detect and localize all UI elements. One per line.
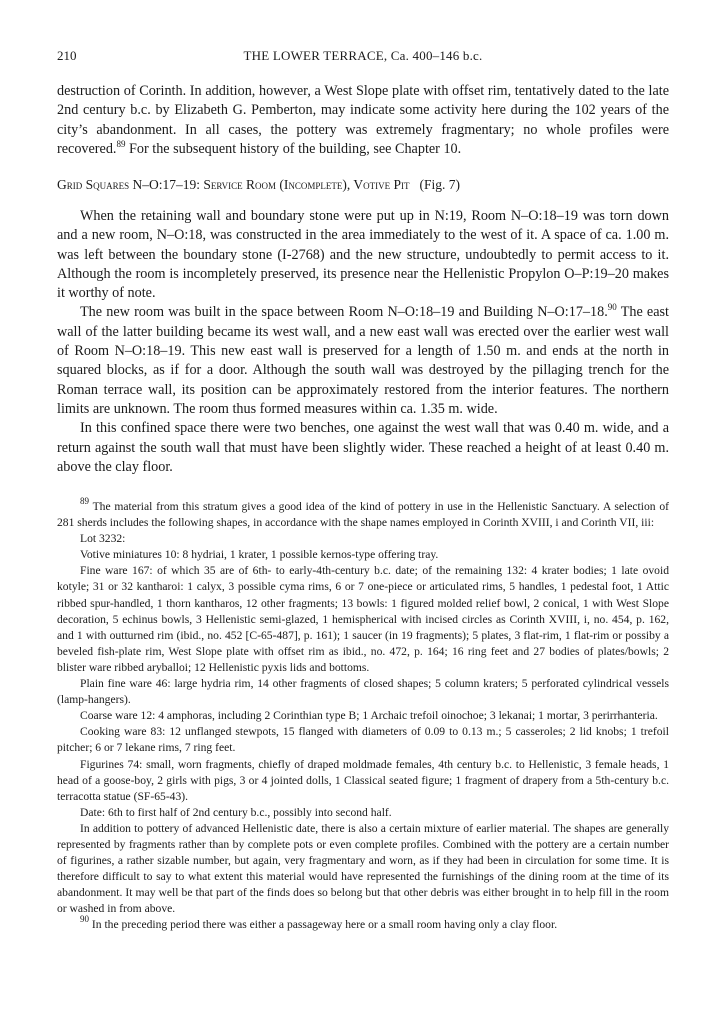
intro-paragraph-text: destruction of Corinth. In addition, however, a West Slope plate with offset rim, tentatively dated to the late 2nd century b.c. by Elizabeth G. Pemberton, may indicate some activity here during the 102 years of the city’s abandonment. In all cases, the pottery was extremely fragmentary; no whole profiles were recovered. bbox=[57, 83, 669, 157]
footnote-item-fine-ware: Fine ware 167: of which 35 are of 6th- to early-4th-century b.c. date; of the remaining 132: 4 krater bodies; 1 late ovoid kotyle; 31 or 32 kantharoi: 1 calyx, 3 possible cyma rims, 6 or 7 one-piece or articulated rims, 5 handles, 1 pedestal foot, 1 Attic ribbed spur-handled, 1 thorn kantharos, 12 other fragments; 13 bowls: 1 figured molded relief bowl, 2 conical, 1 with West Slope decoration, 5 echinus bowls, 3 Hellenistic semi-glazed, 1 hemispherical with incised circles as Corinth XVIII, i, no. 454, p. 162, and 1 with outturned rim (ibid., no. 452 [C-65-487], p. 161); 1 saucer (in 19 fragments); 5 plates, 3 flat-rim, 1 flat-rim or possiby a beveled fish-plate rim, West Slope plate with offset rim as ibid., no. 472, p. 164; 16 ring feet and 27 bodies of plates/bowls; 2 blister ware ribbed aryballoi; 12 Hellenistic pyxis lids and bottoms. bbox=[57, 564, 669, 674]
footnote-90-text: In the preceding period there was either a passageway here or a small room having only a clay floor. bbox=[91, 918, 558, 932]
intro-paragraph-tail: For the subsequent history of the building, see Chapter 10. bbox=[125, 140, 462, 157]
footnote-90 bbox=[57, 914, 669, 933]
running-head bbox=[57, 48, 669, 66]
footnote-89-text: The material from this stratum gives a good idea of the kind of pottery in use in the Hellenistic Sanctuary. A selection of 281 sherds includes the following shapes, in accordance with the shape names employed in Corinth XVIII, i and Corinth VII, iii: bbox=[57, 500, 669, 530]
paragraph-1: When the retaining wall and boundary stone were put up in N:19, Room N–O:18–19 was torn down and a new room, N–O:18, was constructed in the area immediately to the west of it. A space of ca. 1.00 m. was left between the boundary stone (I-2768) and the new structure, undoubtedly to permit access to it. Although the room is incompletely preserved, its presence near the Hellenistic Propylon O–P:19–20 makes it worthy of note. bbox=[57, 208, 669, 302]
paragraph-2-cont: The east wall of the latter building became its west wall, and a new east wall was erected over the earlier west wall of Room N–O:18–19. This new east wall is preserved for a length of 1.50 m. and ends at the north in squared blocks, as if for a door. Although the south wall was destroyed by the pillaging trench for the Roman terrace wall, its position can be approximately restored from the interior features. The northern limits are unknown. The room thus formed measures within ca. 1.35 m. wide. bbox=[57, 304, 669, 417]
footnote-item-plain-fine-ware: Plain fine ware 46: large hydria rim, 14 other fragments of closed shapes; 5 column kraters; 5 perforated cylindrical vessels (lamp-hangers). bbox=[57, 677, 669, 707]
paragraph-2 bbox=[57, 303, 669, 419]
footnote-lot: Lot 3232: bbox=[80, 532, 126, 546]
footnote-item-votive: Votive miniatures 10: 8 hydriai, 1 krater, 1 possible kernos-type offering tray. bbox=[80, 548, 439, 562]
footnote-89-number: 89 bbox=[80, 496, 89, 506]
footnote-90-number: 90 bbox=[80, 914, 89, 925]
section-heading-title: Grid Squares N–O:17–19: Service Room (Incomplete), Votive Pit bbox=[57, 177, 410, 192]
section-body bbox=[57, 207, 669, 477]
section-heading bbox=[57, 176, 669, 194]
figure-ref[interactable]: (Fig. 7) bbox=[419, 177, 461, 192]
footnote-89 bbox=[57, 496, 669, 531]
page-number: 210 bbox=[57, 48, 77, 63]
footnote-closing: In addition to pottery of advanced Hellenistic date, there is also a certain mixture of earlier material. The shapes are generally represented by fragments rather than by complete pots or even complete profiles. Combined with the pottery are a certain number of figurines, a rather sizable number, but again, very fragmentary and worn, as if they had been in circulation for some time. It is therefore difficult to say to what extent this material would have represented the furnishings of the dining room at the time of its abandonment. It may well be that part of the finds does so belong but that other debris was either brought in to help fill in the room or washed in from above. bbox=[57, 821, 669, 916]
footnote-ref-89[interactable]: 89 bbox=[116, 138, 126, 149]
footnotes bbox=[57, 496, 669, 934]
intro-paragraph bbox=[57, 82, 669, 159]
footnote-item-date: Date: 6th to first half of 2nd century b.c., possibly into second half. bbox=[80, 805, 392, 819]
running-title: THE LOWER TERRACE, Ca. 400–146 b.c. bbox=[243, 48, 483, 63]
paragraph-3: In this confined space there were two benches, one against the west wall that was 0.40 m. wide, and a return against the south wall that must have been slightly wider. These reached a height of at least 0.40 m. above the clay floor. bbox=[57, 420, 669, 475]
paragraph-2-text: The new room was built in the space between Room N–O:18–19 and Building N–O:17–18. bbox=[80, 304, 608, 321]
footnote-item-coarse-ware: Coarse ware 12: 4 amphoras, including 2 Corinthian type B; 1 Archaic trefoil oinochoe; 3 lekanai; 1 mortar, 3 perirrhanteria. bbox=[80, 709, 658, 723]
intro-text bbox=[57, 82, 669, 159]
footnote-item-cooking-ware: Cooking ware 83: 12 unflanged stewpots, 15 flanged with diameters of 0.09 to 0.13 m.; 5 casseroles; 2 lid knobs; 1 trefoil pitcher; 6 or 7 lekane rims, 7 ring feet. bbox=[57, 725, 669, 755]
footnote-item-figurines: Figurines 74: small, worn fragments, chiefly of draped moldmade females, 4th century b.c. to Hellenistic, 3 female heads, 1 head of a goose-boy, 2 girls with pigs, 3 or 4 jointed dolls, 1 Classical seated figure; 1 fragment of drapery from a 5th-century b.c. terracotta statue (SF-65-43). bbox=[57, 757, 669, 803]
footnote-ref-90[interactable]: 90 bbox=[607, 302, 617, 313]
